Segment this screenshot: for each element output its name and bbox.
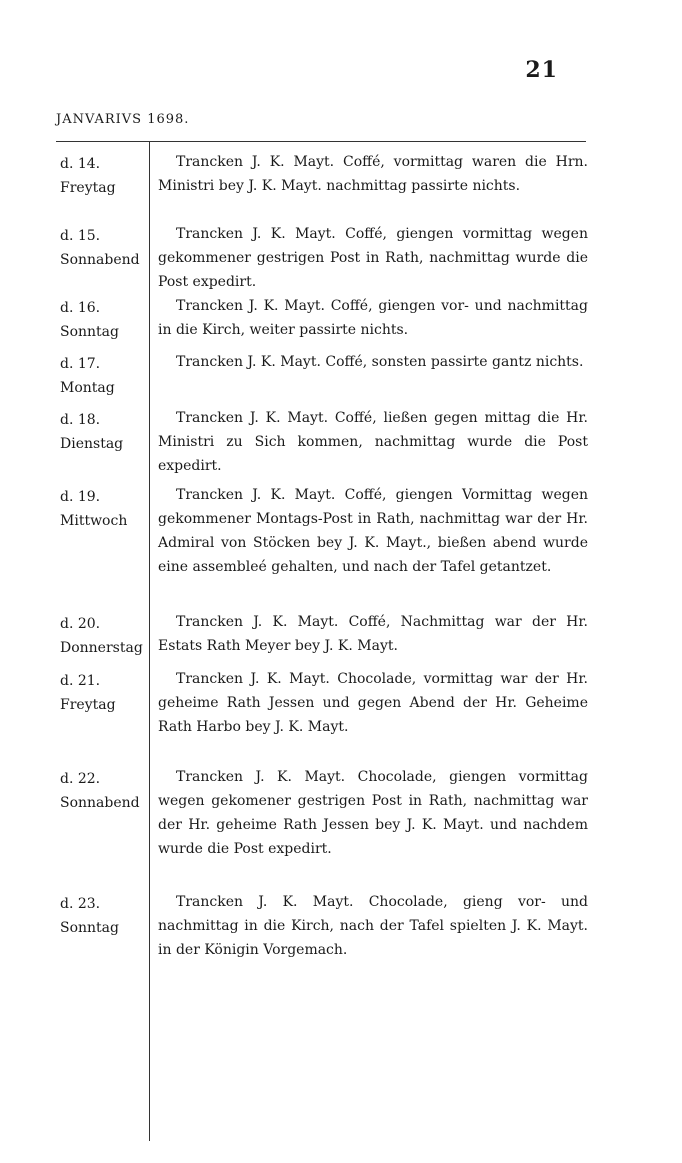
entry-weekday: Sonntag [60, 324, 119, 340]
entry-date-column [60, 352, 148, 400]
diary-entry [0, 890, 682, 970]
entry-date: d. 16. [60, 300, 101, 316]
diary-entry [0, 483, 682, 610]
entry-date-column [60, 408, 148, 456]
diary-entry [0, 294, 682, 350]
entry-date: d. 17. [60, 356, 101, 372]
diary-entry [0, 350, 682, 406]
diary-entry [0, 667, 682, 765]
entry-date-column [60, 485, 148, 533]
entry-date: d. 18. [60, 412, 101, 428]
diary-entry [0, 222, 682, 294]
entry-weekday: Dienstag [60, 436, 124, 452]
entry-text: Trancken J. K. Mayt. Chocolade, gieng vor- und nachmittag in die Kirch, nach der Tafel spielten J. K. Mayt. in der Königin Vorgemach. [158, 894, 588, 958]
diary-entry [0, 610, 682, 667]
entry-date-column [60, 612, 148, 660]
entry-date-column [60, 224, 148, 272]
entry-text: Trancken J. K. Mayt. Coffé, Nachmittag war der Hr. Estats Rath Meyer bey J. K. Mayt. [158, 614, 588, 654]
entry-text: Trancken J. K. Mayt. Coffé, vormittag waren die Hrn. Ministri bey J. K. Mayt. nachmittag passirte nichts. [158, 154, 588, 194]
entry-date: d. 22. [60, 771, 101, 787]
entry-date: d. 23. [60, 896, 101, 912]
diary-entry [0, 765, 682, 890]
entry-date: d. 14. [60, 156, 101, 172]
entry-date: d. 21. [60, 673, 101, 689]
entry-weekday: Freytag [60, 697, 116, 713]
entry-weekday: Mittwoch [60, 513, 128, 529]
entry-date-column [60, 152, 148, 200]
diary-entry [0, 406, 682, 483]
entry-text: Trancken J. K. Mayt. Coffé, sonsten passirte gantz nichts. [176, 354, 584, 370]
entry-weekday: Sonnabend [60, 795, 140, 811]
page-number: 21 [525, 57, 558, 83]
entry-text: Trancken J. K. Mayt. Chocolade, vormittag war der Hr. geheime Rath Jessen und gegen Abend der Hr. Geheime Rath Harbo bey J. K. Mayt. [158, 671, 588, 735]
entry-date-column [60, 892, 148, 940]
entry-date: d. 19. [60, 489, 101, 505]
diary-entry [0, 150, 682, 222]
entry-weekday: Freytag [60, 180, 116, 196]
entry-text: Trancken J. K. Mayt. Coffé, giengen vormittag wegen gekommener gestrigen Post in Rath, nachmittag wurde die Post expedirt. [158, 226, 588, 290]
entry-weekday: Sonnabend [60, 252, 140, 268]
entry-text: Trancken J. K. Mayt. Coffé, giengen vor- und nachmittag in die Kirch, weiter passirte nichts. [158, 298, 588, 338]
entry-date-column [60, 669, 148, 717]
diary-entries [0, 150, 682, 970]
entry-date-column [60, 767, 148, 815]
entry-date-column [60, 296, 148, 344]
header-rule [56, 141, 586, 142]
entry-text: Trancken J. K. Mayt. Coffé, ließen gegen mittag die Hr. Ministri zu Sich kommen, nachmittag wurde die Post expedirt. [158, 410, 588, 474]
entry-text: Trancken J. K. Mayt. Chocolade, giengen vormittag wegen gekomener gestrigen Post in Rath, nachmittag war der Hr. geheime Rath Jessen bey J. K. Mayt. und nachdem wurde die Post expedirt. [158, 769, 588, 857]
running-head: JANVARIVS 1698. [56, 112, 190, 127]
entry-date: d. 15. [60, 228, 101, 244]
entry-weekday: Donnerstag [60, 640, 143, 656]
entry-weekday: Montag [60, 380, 115, 396]
entry-text: Trancken J. K. Mayt. Coffé, giengen Vormittag wegen gekommener Montags-Post in Rath, nachmittag war der Hr. Admiral von Stöcken bey J. K. Mayt., bießen abend wurde eine assembleé gehalten, und nach der Tafel getantzet. [158, 487, 588, 575]
entry-weekday: Sonntag [60, 920, 119, 936]
entry-date: d. 20. [60, 616, 101, 632]
